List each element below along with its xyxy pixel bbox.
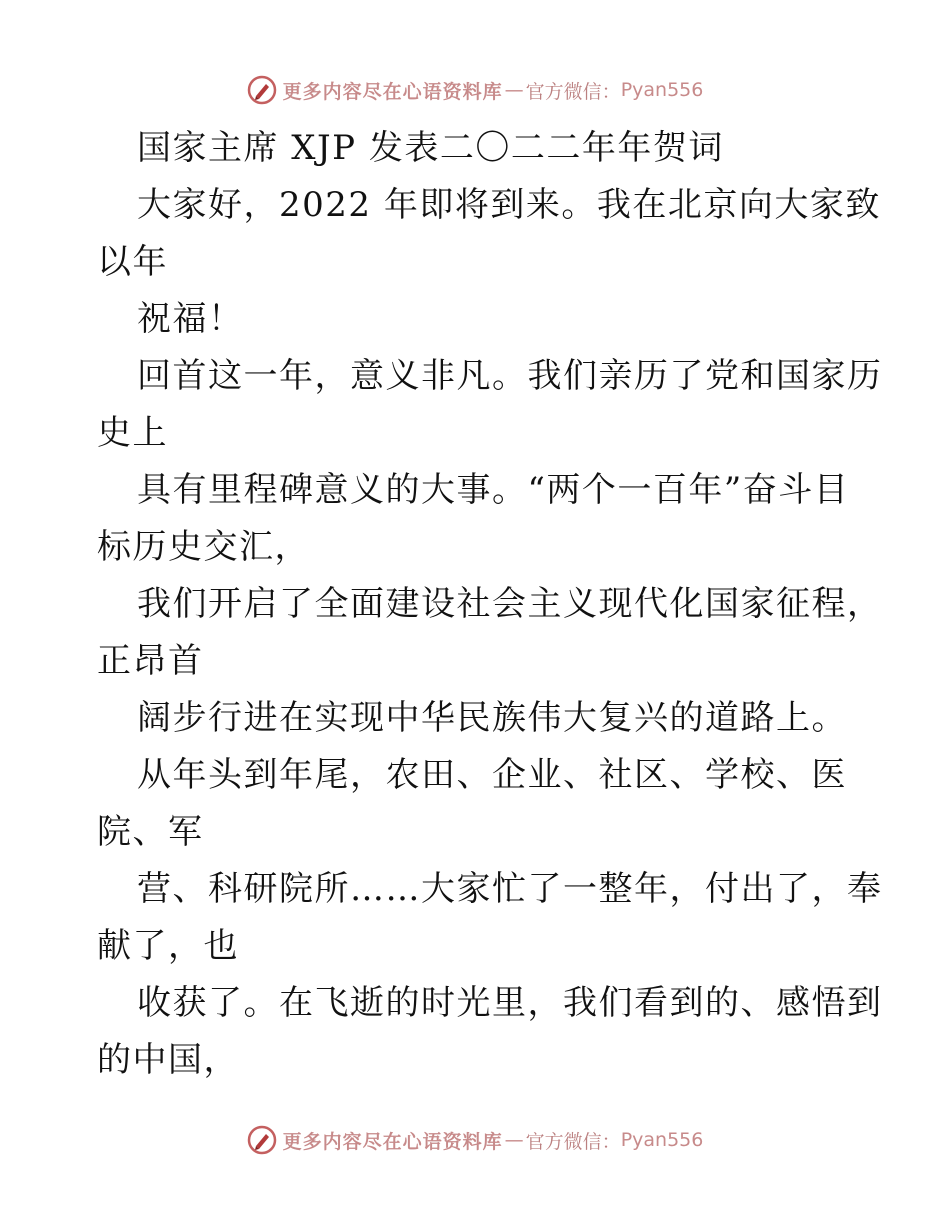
banner-text: 更多内容尽在心语资料库: [282, 1130, 503, 1153]
doc-line: 营、科研院所……大家忙了一整年，付出了，奉: [137, 869, 883, 909]
doc-line: 正昂首: [97, 641, 204, 681]
pen-logo-icon: [247, 75, 277, 105]
doc-line: 大家好，2022 年即将到来。我在北京向大家致: [137, 185, 881, 225]
doc-line: 献了，也: [97, 926, 239, 966]
doc-line: 以年: [97, 242, 168, 282]
banner-wechat-id: Pyan556: [620, 79, 704, 101]
doc-line: 从年头到年尾，农田、企业、社区、学校、医: [137, 755, 847, 795]
doc-line: 祝福！: [137, 299, 244, 339]
header-banner: [0, 70, 950, 110]
banner-label: 官方微信：: [525, 1130, 621, 1153]
document-body: [97, 120, 883, 1089]
banner-label: 官方微信：: [525, 80, 621, 103]
doc-line: 我们开启了全面建设社会主义现代化国家征程，: [137, 584, 883, 624]
doc-line: 史上: [97, 413, 168, 453]
banner-separator: —: [504, 1129, 524, 1151]
footer-banner: [0, 1120, 950, 1160]
banner-separator: —: [504, 79, 524, 101]
doc-title: 国家主席 XJP 发表二〇二二年年贺词: [137, 128, 724, 168]
pen-logo-icon: [247, 1125, 277, 1155]
doc-line: 院、军: [97, 812, 204, 852]
doc-line: 具有里程碑意义的大事。“两个一百年”奋斗目: [137, 470, 850, 510]
doc-line: 阔步行进在实现中华民族伟大复兴的道路上。: [137, 698, 847, 738]
doc-line: 收获了。在飞逝的时光里，我们看到的、感悟到: [137, 983, 883, 1023]
doc-line: 标历史交汇，: [97, 527, 310, 567]
banner-text: 更多内容尽在心语资料库: [282, 80, 503, 103]
banner-wechat-id: Pyan556: [620, 1129, 704, 1151]
doc-line: 的中国，: [97, 1040, 239, 1080]
doc-line: 回首这一年，意义非凡。我们亲历了党和国家历: [137, 356, 883, 396]
